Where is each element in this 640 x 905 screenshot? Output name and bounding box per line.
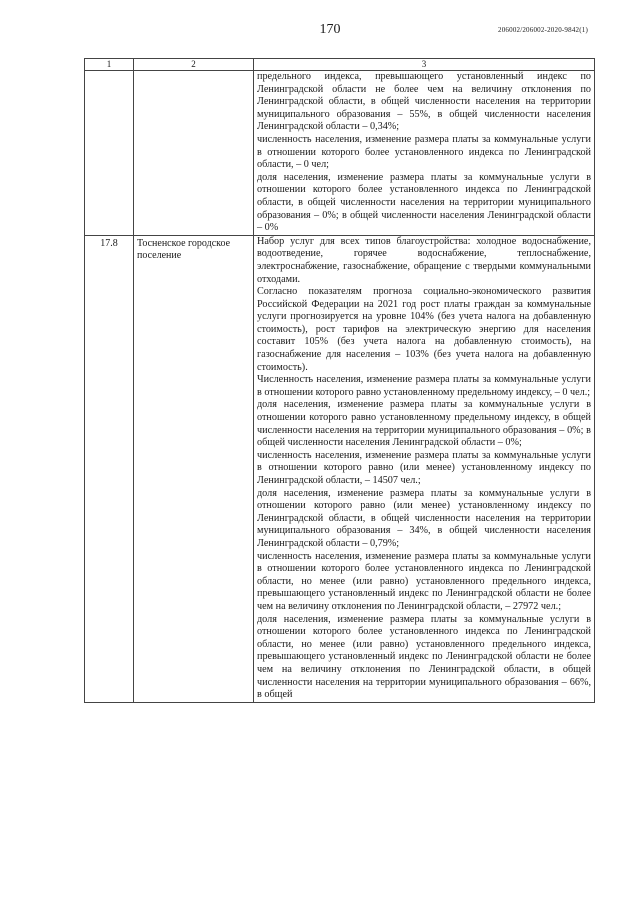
row-number-cell: 17.8 [85, 235, 134, 702]
paragraph: Численность населения, изменение размера платы за коммунальные услуги в отношении которого равно установленному предельному индексу, – 0 чел.; [257, 374, 591, 398]
row-name-cell: Тосненское городское поселение [134, 235, 254, 702]
table-row [85, 235, 595, 702]
paragraph: предельного индекса, превышающего установленный индекс по Ленинградской области не более чем на величину отклонения по Ленинградской области, в общей численности населения на территории муниципального образования – 55%, в общей численности населения Ленинградской области – 0,34%; [257, 71, 591, 133]
table-row-continued [85, 71, 595, 236]
row-number-cell [85, 71, 134, 236]
page-number: 170 [319, 22, 341, 37]
column-header-3: 3 [254, 59, 595, 71]
paragraph: доля населения, изменение размера платы за коммунальные услуги в отношении которого более установленного индекса по Ленинградской области, в общей численности населения на территории муниципального образования – 0%; в общей численности населения Ленинградской области – 0% [257, 171, 591, 234]
paragraph: численность населения, изменение размера платы за коммунальные услуги в отношении которого равно (или менее) установленному индексу по Ленинградской области, – 14507 чел.; [257, 449, 591, 486]
column-header-1: 1 [85, 59, 134, 71]
data-table [84, 58, 595, 703]
paragraph: численность населения, изменение размера платы за коммунальные услуги в отношении которого более установленного индекса по Ленинградской области, – 0 чел; [257, 133, 591, 171]
document-code: 206002/206002-2020-9842(1) [498, 26, 588, 34]
table-header-row [85, 59, 595, 71]
paragraph: доля населения, изменение размера платы за коммунальные услуги в отношении которого равно (или менее) установленному индексу по Ленинградской области, в общей численности населения на территории муниципального образования – 34%, в общей численности населения Ленинградской области – 0,79%; [257, 487, 591, 549]
paragraph: доля населения, изменение размера платы за коммунальные услуги в отношении которого более установленного индекса по Ленинградской области, но менее (или равно) установленного предельного индекса, превышающего установленный индекс по Ленинградской области не более чем на величину отклонения по Ленинградской области, в общей численности населения на территории муниципального образования – 66%, в общей [257, 613, 591, 701]
column-header-2: 2 [134, 59, 254, 71]
row-name-cell [134, 71, 254, 236]
row-text-cell [254, 235, 595, 702]
paragraph: Согласно показателям прогноза социально-экономического развития Российской Федерации на 2021 год рост платы граждан за коммунальные услуги прогнозируется на уровне 104% (без учета налога на добавленную стоимость), рост тарифов на электрическую энергию для населения составит 105% (без учета налога на добавленную стоимость), на газоснабжение для населения – 103% (без учета налога на добавленную стоимость). [257, 286, 591, 373]
paragraph: доля населения, изменение размера платы за коммунальные услуги в отношении которого равно установленному предельному индексу, в общей численности населения на территории муниципального образования – 0%; в общей численности населения Ленинградской области – 0%; [257, 399, 591, 449]
paragraph: численность населения, изменение размера платы за коммунальные услуги в отношении которого более установленного индекса по Ленинградской области, но менее (или равно) установленного предельного индекса, превышающего установленный индекс по Ленинградской области не более чем на величину отклонения по Ленинградской области, – 27972 чел.; [257, 550, 591, 612]
row-text-cell [254, 71, 595, 236]
paragraph: Набор услуг для всех типов благоустройства: холодное водоснабжение, водоотведение, горячее водоснабжение, теплоснабжение, электроснабжение, газоснабжение, обращение с твердыми коммунальными отходами. [257, 235, 591, 285]
